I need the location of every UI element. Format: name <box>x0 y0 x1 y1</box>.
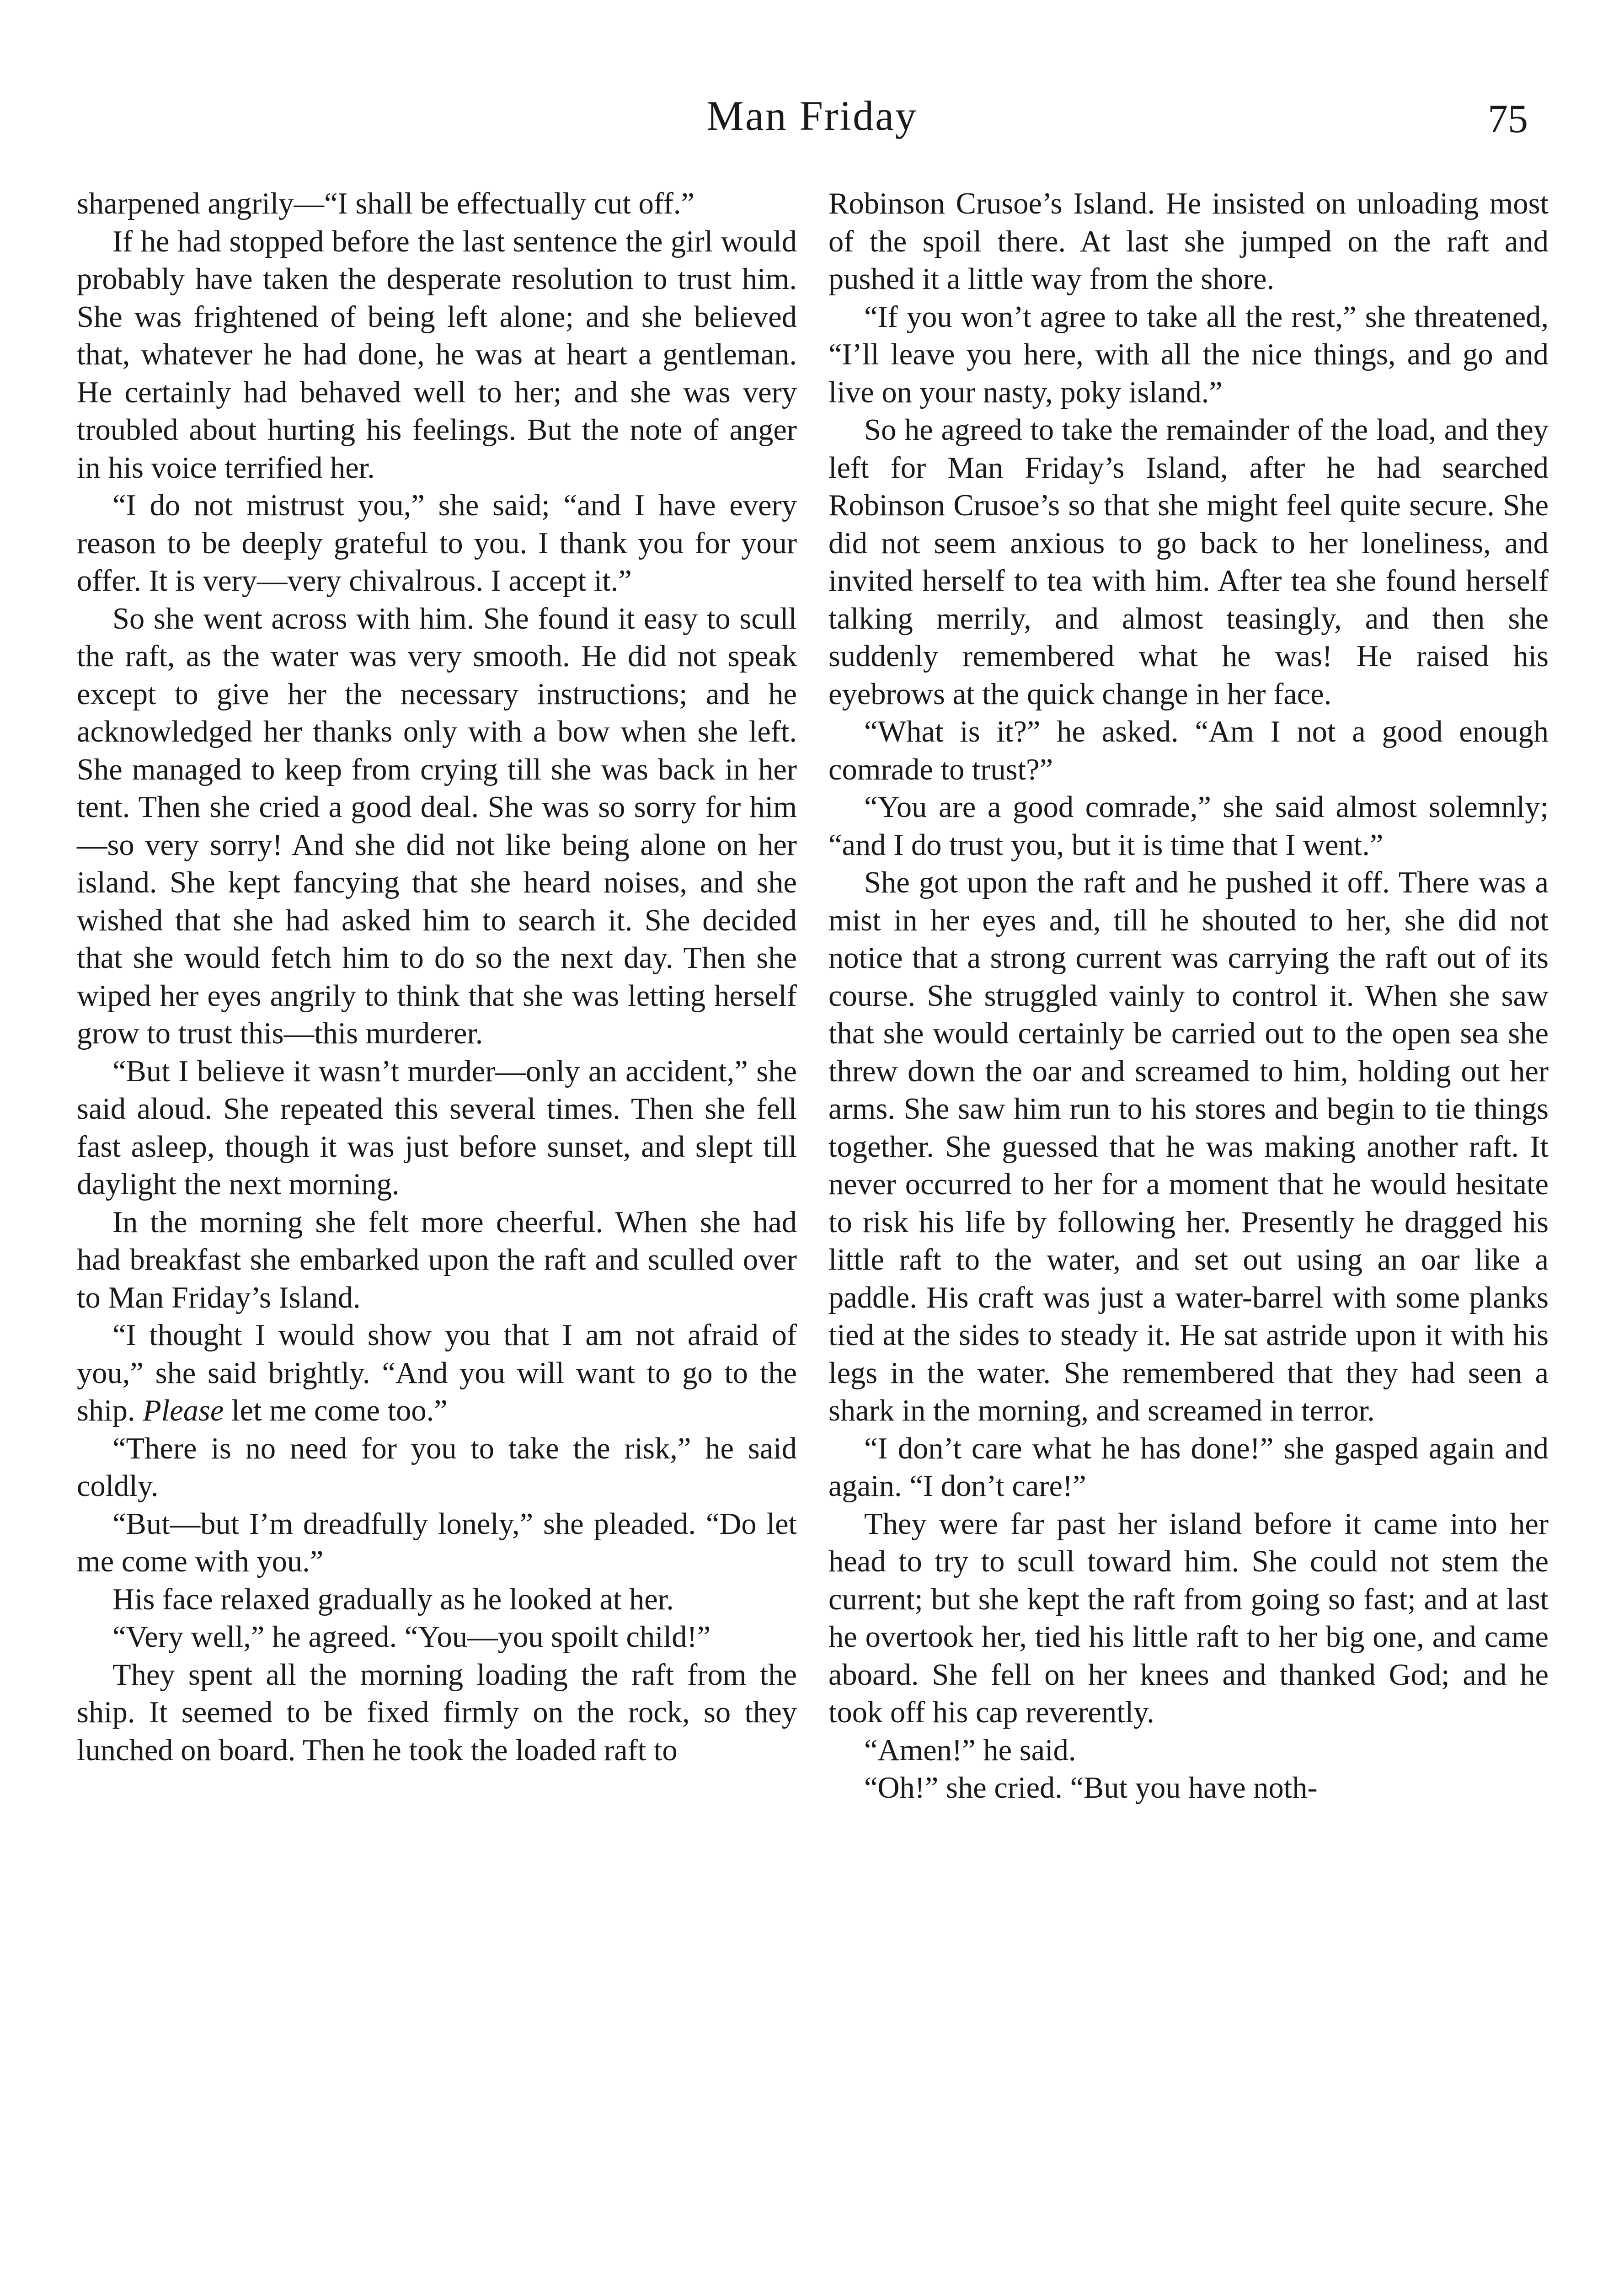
paragraph: “What is it?” he asked. “Am I not a good enough comrade to trust?” <box>828 715 1549 786</box>
paragraph: If he had stopped before the last sentence the girl would probably have taken the desperate resolution to trust him. She was frightened of being left alone; and she believed that, whatever he had done, he was at heart a gentleman. He certainly had behaved well to her; and she was very troubled about hurting his feelings. But the note of anger in his voice terrified her. <box>77 224 797 485</box>
paragraph: So she went across with him. She found it easy to scull the raft, as the water was very smooth. He did not speak except to give her the necessary instructions; and he acknowledged her thanks only with a bow when she left. She managed to keep from crying till she was back in her tent. Then she cried a good deal. She was so sorry for him—so very sorry! And she did not like being alone on her island. She kept fancying that she heard noises, and she wished that she had asked him to search it. She decided that she would fetch him to do so the next day. Then she wiped her eyes angrily to think that she was letting herself grow to trust this—this murderer. <box>77 602 797 1050</box>
paragraph: They spent all the morning loading the raft from the ship. It seemed to be fixed firmly on the rock, so they lunched on board. Then he took the loaded raft to <box>77 1658 797 1767</box>
paragraph-text: “I thought I would show you that I am not afraid of you,” she said brightly. “And you will want to go to the ship. <box>77 1319 797 1427</box>
paragraph: “There is no need for you to take the risk,” he said coldly. <box>77 1431 797 1503</box>
running-title: Man Friday <box>706 92 918 139</box>
paragraph: “Very well,” he agreed. “You—you spoilt child!” <box>112 1620 711 1654</box>
paragraph: She got upon the raft and he pushed it off. There was a mist in her eyes and, till he shouted to her, she did not notice that a strong current was carrying the raft out of its course. She struggled vainly to control it. When she saw that she would certainly be carried out to the open sea she threw down the oar and screamed to him, holding out her arms. She saw him run to his stores and begin to tie things together. She guessed that he was making another raft. It never occurred to her for a moment that he would hesitate to risk his life by following her. Presently he dragged his little raft to the water, and set out using an oar like a paddle. His craft was just a water-barrel with some planks tied at the sides to steady it. He sat astride upon it with his legs in the water. She remembered that they had seen a shark in the morning, and screamed in terror. <box>828 866 1549 1427</box>
paragraph: “You are a good comrade,” she said almost solemnly; “and I do trust you, but it is time that I went.” <box>828 790 1549 862</box>
running-head <box>0 87 1624 151</box>
paragraph: Robinson Crusoe’s Island. He insisted on unloading most of the spoil there. At last she jumped on the raft and pushed it a little way from the shore. <box>828 187 1549 296</box>
paragraph: “Amen!” he said. <box>864 1733 1076 1767</box>
paragraph: His face relaxed gradually as he looked at her. <box>112 1582 674 1616</box>
paragraph-text: let me come too.” <box>224 1394 448 1427</box>
emphasis-text: Please <box>143 1394 224 1427</box>
paragraph: So he agreed to take the remainder of the load, and they left for Man Friday’s Island, after he had searched Robinson Crusoe’s so that she might feel quite secure. She did not seem anxious to go back to her loneliness, and invited herself to tea with him. After tea she found herself talking merrily, and almost teasingly, and then she suddenly remembered what he was! He raised his eyebrows at the quick change in her face. <box>828 413 1549 711</box>
paragraph: “But I believe it wasn’t murder—only an accident,” she said aloud. She repeated this several times. Then she fell fast asleep, though it was just before sunset, and slept till daylight the next morning. <box>77 1054 797 1201</box>
paragraph: “But—but I’m dreadfully lonely,” she pleaded. “Do let me come with you.” <box>77 1507 797 1578</box>
right-column <box>828 185 1549 1807</box>
paragraph: They were far past her island before it came into her head to try to scull toward him. She could not stem the current; but she kept the raft from going so fast; and at last he overtook her, tied his little raft to her big one, and came aboard. She fell on her knees and thanked God; and he took off his cap reverently. <box>828 1507 1549 1729</box>
paragraph: “Oh!” she cried. “But you have noth- <box>864 1771 1318 1805</box>
paragraph: “I don’t care what he has done!” she gasped again and again. “I don’t care!” <box>828 1431 1549 1503</box>
paragraph <box>77 1317 797 1430</box>
left-column <box>77 185 797 1769</box>
paragraph: “I do not mistrust you,” she said; “and I have every reason to be deeply grateful to you. I thank you for your offer. It is very—very chivalrous. I accept it.” <box>77 489 797 598</box>
paragraph: “If you won’t agree to take all the rest,” she threatened, “I’ll leave you here, with all the nice things, and go and live on your nasty, poky island.” <box>828 300 1549 409</box>
paragraph: In the morning she felt more cheerful. When she had had breakfast she embarked upon the raft and sculled over to Man Friday’s Island. <box>77 1205 797 1314</box>
paragraph: sharpened angrily—“I shall be effectually cut off.” <box>77 187 695 220</box>
page-number: 75 <box>1488 97 1528 141</box>
